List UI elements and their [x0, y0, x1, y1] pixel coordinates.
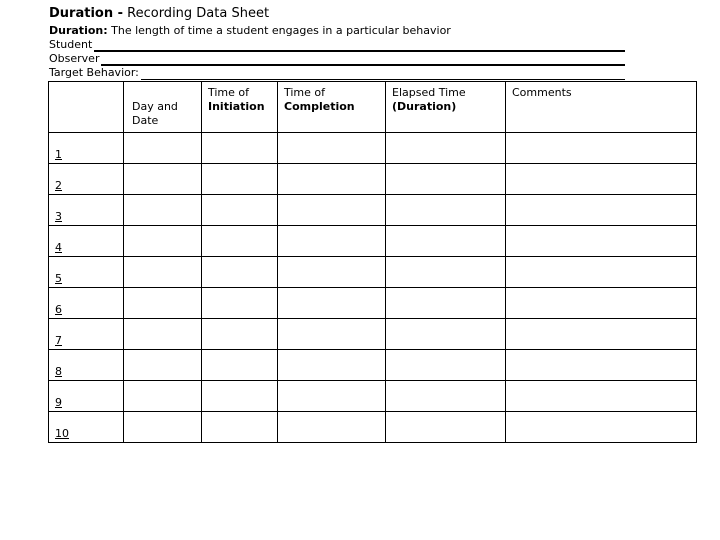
elapsed-cell[interactable]: [386, 319, 506, 350]
elapsed-cell[interactable]: [386, 226, 506, 257]
header-day-date-line1: Day and: [132, 100, 178, 113]
comments-cell[interactable]: [506, 133, 697, 164]
header-row: [49, 82, 697, 133]
row-number: 10: [49, 412, 124, 443]
elapsed-cell[interactable]: [386, 257, 506, 288]
elapsed-cell[interactable]: [386, 195, 506, 226]
table-row: [49, 257, 697, 288]
header-time-completion: [278, 82, 386, 133]
header-comments: [506, 82, 697, 133]
header-initiation-line2: Initiation: [208, 100, 265, 113]
row-number: 8: [49, 350, 124, 381]
page-title: [49, 6, 269, 22]
completion-cell[interactable]: [278, 257, 386, 288]
header-elapsed-time: [386, 82, 506, 133]
header-elapsed-line1: Elapsed Time: [392, 86, 466, 99]
header-comments-label: Comments: [512, 86, 572, 99]
comments-cell[interactable]: [506, 381, 697, 412]
elapsed-cell[interactable]: [386, 412, 506, 443]
observer-field[interactable]: [49, 52, 625, 66]
completion-cell[interactable]: [278, 195, 386, 226]
initiation-cell[interactable]: [202, 164, 278, 195]
row-number: 6: [49, 288, 124, 319]
row-number: 7: [49, 319, 124, 350]
elapsed-cell[interactable]: [386, 164, 506, 195]
duration-definition: [49, 24, 451, 38]
initiation-cell[interactable]: [202, 288, 278, 319]
elapsed-cell[interactable]: [386, 133, 506, 164]
day-date-cell[interactable]: [124, 164, 202, 195]
table-row: [49, 164, 697, 195]
target-behavior-label: Target Behavior:: [49, 66, 139, 79]
completion-cell[interactable]: [278, 164, 386, 195]
header-day-date-line2: Date: [132, 114, 159, 127]
comments-cell[interactable]: [506, 288, 697, 319]
table-row: [49, 288, 697, 319]
header-completion-line2: Completion: [284, 100, 355, 113]
initiation-cell[interactable]: [202, 226, 278, 257]
duration-table: [48, 81, 697, 443]
completion-cell[interactable]: [278, 381, 386, 412]
header-time-initiation: [202, 82, 278, 133]
observer-label: Observer: [49, 52, 100, 65]
day-date-cell[interactable]: [124, 319, 202, 350]
initiation-cell[interactable]: [202, 319, 278, 350]
row-number: 3: [49, 195, 124, 226]
comments-cell[interactable]: [506, 350, 697, 381]
completion-cell[interactable]: [278, 319, 386, 350]
comments-cell[interactable]: [506, 195, 697, 226]
header-blank: [49, 82, 124, 133]
day-date-cell[interactable]: [124, 257, 202, 288]
initiation-cell[interactable]: [202, 381, 278, 412]
student-line[interactable]: [94, 39, 625, 52]
completion-cell[interactable]: [278, 288, 386, 319]
student-field[interactable]: [49, 38, 625, 52]
row-number: 1: [49, 133, 124, 164]
title-rest: Recording Data Sheet: [123, 6, 270, 21]
elapsed-cell[interactable]: [386, 288, 506, 319]
definition-text: The length of time a student engages in a particular behavior: [107, 24, 451, 37]
comments-cell[interactable]: [506, 164, 697, 195]
initiation-cell[interactable]: [202, 412, 278, 443]
table-row: [49, 350, 697, 381]
definition-term: Duration:: [49, 24, 108, 37]
title-bold: Duration -: [49, 6, 124, 21]
day-date-cell[interactable]: [124, 412, 202, 443]
comments-cell[interactable]: [506, 319, 697, 350]
header-completion-line1: Time of: [284, 86, 326, 99]
table-row: [49, 195, 697, 226]
day-date-cell[interactable]: [124, 288, 202, 319]
table-row: [49, 133, 697, 164]
elapsed-cell[interactable]: [386, 350, 506, 381]
table-row: [49, 381, 697, 412]
table-row: [49, 412, 697, 443]
header-day-date: [124, 82, 202, 133]
header-initiation-line1: Time of: [208, 86, 250, 99]
table-row: [49, 319, 697, 350]
day-date-cell[interactable]: [124, 195, 202, 226]
completion-cell[interactable]: [278, 412, 386, 443]
initiation-cell[interactable]: [202, 133, 278, 164]
completion-cell[interactable]: [278, 350, 386, 381]
table-row: [49, 226, 697, 257]
comments-cell[interactable]: [506, 412, 697, 443]
target-behavior-field[interactable]: [49, 66, 625, 80]
day-date-cell[interactable]: [124, 381, 202, 412]
initiation-cell[interactable]: [202, 257, 278, 288]
day-date-cell[interactable]: [124, 350, 202, 381]
comments-cell[interactable]: [506, 226, 697, 257]
table-body: [49, 133, 697, 443]
elapsed-cell[interactable]: [386, 381, 506, 412]
observer-line[interactable]: [101, 53, 625, 66]
row-number: 9: [49, 381, 124, 412]
student-label: Student: [49, 38, 93, 51]
header-elapsed-line2: (Duration): [392, 100, 457, 113]
day-date-cell[interactable]: [124, 133, 202, 164]
row-number: 2: [49, 164, 124, 195]
row-number: 5: [49, 257, 124, 288]
completion-cell[interactable]: [278, 133, 386, 164]
row-number: 4: [49, 226, 124, 257]
completion-cell[interactable]: [278, 226, 386, 257]
initiation-cell[interactable]: [202, 350, 278, 381]
initiation-cell[interactable]: [202, 195, 278, 226]
target-behavior-line[interactable]: [141, 68, 625, 80]
day-date-cell[interactable]: [124, 226, 202, 257]
comments-cell[interactable]: [506, 257, 697, 288]
